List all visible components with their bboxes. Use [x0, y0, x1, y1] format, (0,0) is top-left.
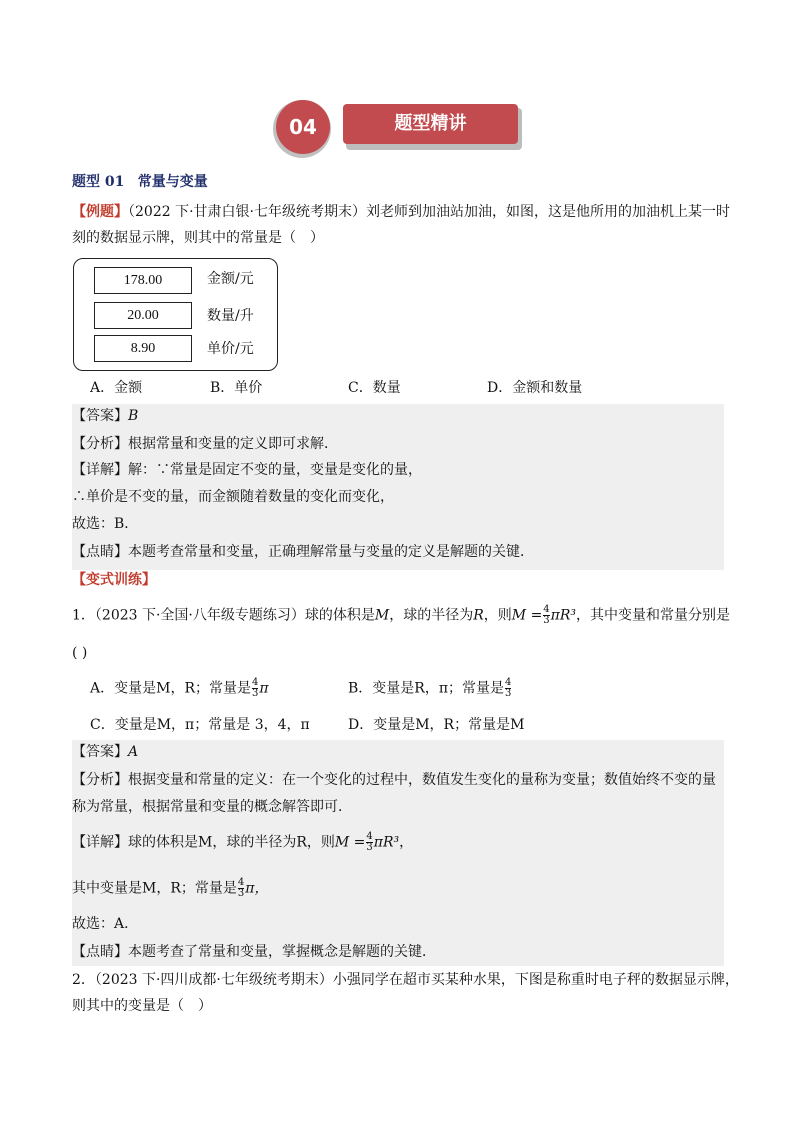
detail-tag: 【详解】	[72, 834, 128, 851]
q1-comment	[72, 942, 436, 962]
comment-tag: 【点睛】	[72, 944, 128, 960]
example-stem-1: （2022 下·甘肃白银·七年级统考期末）刘老师到加油站加油，如图，这是他所用的加油机上某一时	[128, 204, 730, 220]
frac-den: 3	[543, 615, 550, 626]
detail-formula-fraction	[366, 832, 372, 853]
q1-stem-a: 1．（2023 下·全国·八年级专题练习）球的体积是	[72, 607, 375, 624]
detail-formula-lhs: M =	[334, 834, 366, 851]
analysis-tag: 【分析】	[72, 772, 128, 788]
example-stem-2: 刻的数据显示牌，则其中的常量是（ ）	[72, 230, 324, 246]
analysis-text-1: 根据变量和常量的定义：在一个变化的过程中，数值发生变化的量称为变量；数值始终不变的量	[128, 772, 716, 788]
q1-option-b-text: B．变量是R，π；常量是	[348, 680, 505, 697]
q2-stem-2: 则其中的变量是（ ）	[72, 998, 212, 1014]
detail-text-1: 解：∵常量是固定不变的量，变量是变化的量，	[128, 462, 422, 478]
section-topic: 常量与变量	[137, 174, 208, 190]
detail-tail: ，	[399, 834, 414, 851]
example-option-d: D．金额和数量	[487, 380, 583, 396]
answer-tag: 【答案】	[72, 408, 128, 424]
q1-var-r: R	[473, 607, 484, 624]
example-analysis	[72, 434, 338, 454]
example-detail-2: ∴单价是不变的量，而金额随着数量的变化而变化，	[72, 489, 394, 505]
q1-detail-1	[72, 832, 413, 853]
frac-num: 4	[505, 677, 512, 688]
q1-formula-fraction	[543, 605, 549, 626]
q1-formula-lhs: M =	[511, 607, 543, 624]
volume-label: 数量/升	[207, 308, 254, 324]
fuel-display-figure	[73, 258, 278, 371]
unit-price-value: 8.90	[94, 335, 192, 362]
q1-stem-e: ，则	[483, 607, 512, 624]
detail-text-1: 球的体积是M，球的半径为R，则	[128, 834, 335, 851]
frac-den: 3	[366, 842, 373, 853]
q1-stem-c: ，球的半径为	[389, 607, 474, 624]
detail-2-fraction	[238, 878, 244, 899]
section-heading	[72, 172, 208, 192]
section-label: 题型 01	[72, 174, 125, 190]
q1-choice: 故选：A．	[72, 916, 139, 932]
section-title-banner: 题型精讲	[343, 104, 518, 144]
comment-text: 本题考查常量和变量，正确理解常量与变量的定义是解题的关键．	[128, 544, 534, 560]
q1-var-m: M	[374, 607, 390, 624]
example-detail-1	[72, 460, 422, 480]
q1-option-b	[348, 678, 512, 699]
detail-text-2: 其中变量是M，R；常量是	[72, 880, 237, 897]
amount-label: 金额/元	[207, 271, 254, 287]
amount-value: 178.00	[94, 267, 192, 294]
answer-tag: 【答案】	[72, 744, 128, 760]
q1-stem	[72, 605, 730, 626]
volume-value: 20.00	[94, 302, 192, 329]
frac-num: 4	[237, 877, 245, 888]
analysis-text: 根据常量和变量的定义即可求解．	[128, 436, 338, 452]
frac-den: 3	[252, 688, 259, 699]
q1-option-d: D．变量是M，R；常量是M	[348, 717, 525, 733]
example-answer	[72, 406, 138, 426]
frac-den: 3	[237, 888, 245, 899]
answer-value: B	[128, 408, 139, 424]
q1-option-a	[90, 678, 269, 699]
detail-tag: 【详解】	[72, 462, 128, 478]
answer-value: A	[128, 744, 139, 760]
q1-analysis-1	[72, 770, 716, 790]
q1-option-a-pi: π	[259, 680, 269, 697]
q1-option-a-fraction	[252, 678, 258, 699]
q1-paren: ( )	[72, 645, 88, 661]
analysis-tag: 【分析】	[72, 436, 128, 452]
example-option-c: C．数量	[348, 380, 401, 396]
detail-2-tail: π，	[245, 880, 269, 897]
example-stem-line-1	[72, 202, 730, 222]
section-number-badge: 04	[276, 100, 330, 154]
frac-num: 4	[543, 604, 550, 615]
variant-heading: 【变式训练】	[72, 572, 156, 588]
example-option-a: A．金额	[90, 380, 143, 396]
q1-option-b-fraction	[505, 678, 511, 699]
frac-num: 4	[252, 677, 259, 688]
example-comment	[72, 542, 534, 562]
q1-detail-2	[72, 878, 268, 899]
comment-tag: 【点睛】	[72, 544, 128, 560]
q1-option-a-text: A．变量是M，R；常量是	[90, 680, 251, 697]
unit-price-label: 单价/元	[207, 341, 254, 357]
detail-formula-rhs: πR³	[373, 834, 400, 851]
q1-stem-f: ，其中变量和常量分别是	[576, 607, 731, 624]
q2-stem-1: 2．（2023 下·四川成都·七年级统考期末）小强同学在超市买某种水果，下图是称重时电子秤的数据显示牌，	[72, 972, 739, 988]
q1-analysis-2: 称为常量，根据常量和变量的概念解答即可．	[72, 799, 352, 815]
example-tag: 【例题】	[72, 204, 128, 220]
frac-den: 3	[505, 688, 512, 699]
frac-num: 4	[366, 831, 373, 842]
example-option-b: B．单价	[210, 380, 263, 396]
example-choice: 故选：B．	[72, 516, 139, 532]
q1-answer	[72, 742, 138, 762]
q1-formula-rhs: πR³	[550, 607, 577, 624]
comment-text: 本题考查了常量和变量，掌握概念是解题的关键．	[128, 944, 436, 960]
q1-option-c: C．变量是M，π；常量是 3，4，π	[90, 717, 310, 733]
